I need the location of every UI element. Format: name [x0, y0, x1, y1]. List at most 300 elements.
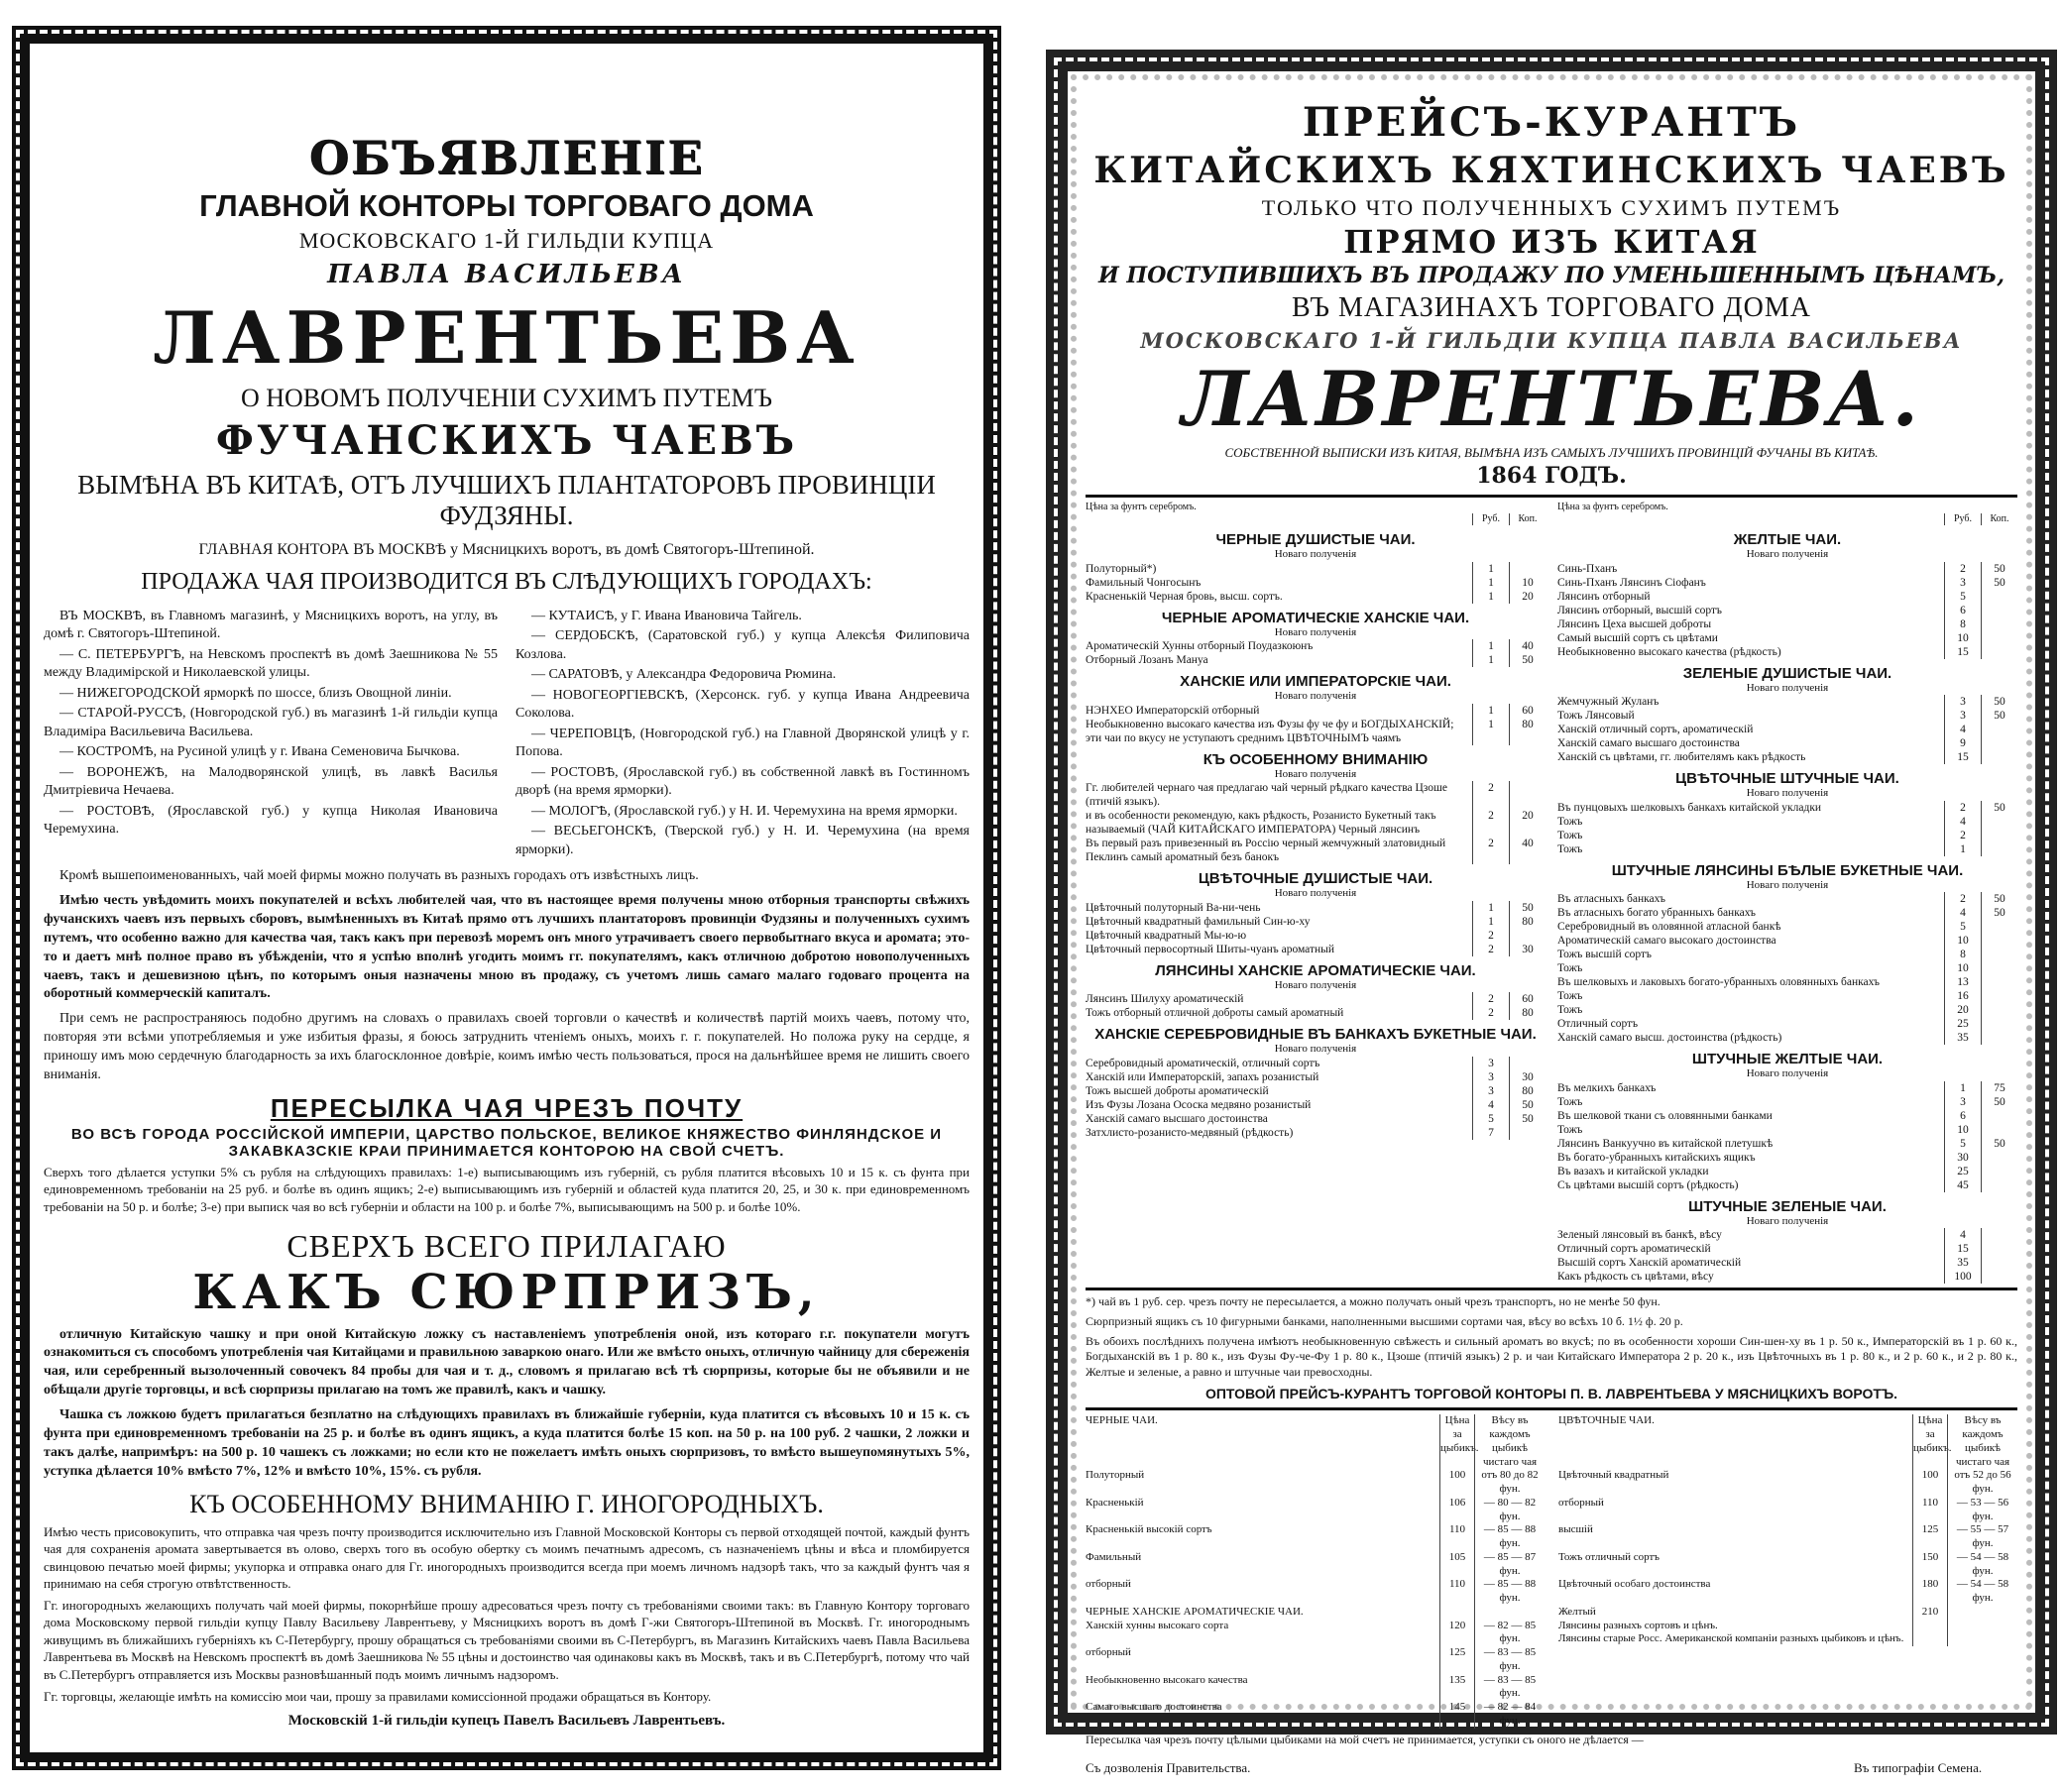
- price-row: [1086, 1084, 1546, 1098]
- city-entry: — ВЕСЬЕГОНСКѢ, (Тверской губ.) у Н. И. Черемухина (на время ярморки).: [516, 824, 970, 857]
- wholesale-price: [1439, 1606, 1474, 1620]
- price-rub: 6: [1944, 604, 1981, 617]
- wholesale-price: 120: [1439, 1620, 1474, 1647]
- price-item-name: Тожъ: [1557, 1123, 1583, 1136]
- price-rub: 7: [1472, 1126, 1509, 1140]
- city-entry: — КУТАИСѢ, у Г. Ивана Ивановича Тайгель.: [531, 609, 802, 623]
- shipping-subheading: ВО ВСѢ ГОРОДА РОССІЙСКОЙ ИМПЕРІИ, ЦАРСТВО ПОЛЬСКОЕ, ВЕЛИКОЕ КНЯЖЕСТВО ФИНЛЯНДСКОЕ И ЗАКАВКАЗСКІЕ КРАИ ПРИНИМАЕТСЯ КОНТОРОЮ НА СВОЙ СЧЕТЪ.: [70, 1125, 943, 1160]
- wholesale-price: 100: [1439, 1469, 1474, 1497]
- price-header-caption: [1086, 502, 1546, 513]
- wholesale-price: 150: [1912, 1551, 1947, 1579]
- wholesale-header: [1086, 1414, 1545, 1469]
- cities-list: [44, 608, 970, 861]
- price-item-name: Цвѣточный квадратный Мы-ю-ю: [1086, 929, 1247, 942]
- paragraph: Гг. иногородныхъ желающихъ получать чай моей фирмы, покорнѣйше прошу адресоваться чрезъ почту съ требованіями своими такъ: въ Главную Контору торговаго дома Московскому первой гильдіи купцу Павлу Васильеву Лаврентьеву, у Мясницкихъ воротъ въ домѣ Г-жи Святогоръ-Штепиной въ Москвѣ. Гг. иногороднымъ живущимъ въ ближайшихъ губерніяхъ къ С-Петербургу, прошу обращаться съ требованіями своими въ С-Петербургъ, въ Магазинъ Китайскихъ чаевъ Павла Васильева Лаврентьева въ Москвѣ на Невскомъ проспектѣ въ домѣ Заешникова № 55 цѣны и достоинство чая одинаковы какъ въ Москвѣ, такъ и въ С.Петербургѣ, потому что чай въ С.Петербургъ отправляется изъ Москвы разновѣшанный подъ моимъ личнымъ надзоромъ.: [44, 1597, 970, 1683]
- price-rub: 1: [1472, 639, 1509, 653]
- price-kop: [1509, 929, 1546, 943]
- wholesale-price: 145: [1439, 1701, 1474, 1729]
- price-row: [1557, 829, 2017, 842]
- price-row: [1086, 653, 1546, 667]
- city-entry: — РОСТОВѢ, (Ярославской губ.) у купца Николая Ивановича Черемухина.: [44, 803, 498, 838]
- price-section-title: ЖЕЛТЫЕ ЧАИ.: [1733, 531, 1842, 549]
- price-rub: 3: [1472, 1070, 1509, 1084]
- divider: [1086, 1407, 2017, 1410]
- price-rub: 2: [1944, 562, 1981, 576]
- wholesale-row: [1086, 1674, 1545, 1702]
- city-entry: — СТАРОЙ-РУССѢ, (Новгородской губ.) въ магазинѣ 1-й гильдіи купца Владиміра Васильевича Васильева.: [44, 706, 498, 739]
- price-section-title: ЧЕРНЫЕ ДУШИСТЫЕ ЧАИ.: [1215, 531, 1416, 549]
- price-row: [1557, 1095, 2017, 1109]
- price-kop: [1981, 975, 2017, 989]
- price-line: ВЪ МАГАЗИНАХЪ ТОРГОВАГО ДОМА: [1292, 292, 1811, 323]
- right-price-list: [1046, 50, 2057, 1746]
- price-row: [1086, 901, 1546, 915]
- surprise-heading: КАКЪ СЮРПРИЗЪ,: [192, 1264, 821, 1320]
- price-item-name: Тожъ: [1557, 1095, 1583, 1108]
- price-item-name: Ханскій самаго высш. достоинства (рѣдкость): [1557, 1032, 1782, 1045]
- price-rub: 15: [1944, 645, 1981, 659]
- price-item-name: Ханскій самаго высшаго достоинства: [1557, 737, 1740, 750]
- price-kop: [1509, 781, 1546, 809]
- price-rub: 35: [1944, 1256, 1981, 1270]
- price-row: [1557, 645, 2017, 659]
- price-section-subtitle: Новаго полученія: [1746, 681, 1829, 694]
- price-item-name: Тожъ: [1557, 815, 1583, 828]
- wholesale-right: [1558, 1414, 2017, 1728]
- price-kop: 20: [1509, 809, 1546, 837]
- price-header-rub: Руб.: [1944, 513, 1981, 525]
- price-row: [1557, 695, 2017, 709]
- price-section-title: ШТУЧНЫЕ ЖЕЛТЫЕ ЧАИ.: [1691, 1051, 1884, 1068]
- price-item-name: Гг. любителей чернаго чая предлагаю чай черный рѣдкаго качества Цзоше (птичій языкъ).: [1086, 782, 1447, 809]
- wholesale-item-name: отборный: [1086, 1646, 1131, 1659]
- paragraph: При семъ не распространяюсь подобно другимъ на словахъ о правилахъ своей торговли о качествѣ и количествѣ партій моихъ чаевъ, потому что, повторяя эти всѣми употребляемыя и уже избитыя фразы, я боюсь затруднить чтеніемъ оныхъ, моихъ г. г. покупателей. Но положа руку на сердце, я приношу имъ мою сердечную благодарность за ихъ благосклонное довѣріе, коимъ имѣю честь пользоваться, прося на дальнѣйшее время не лишить своего вниманія.: [44, 1011, 970, 1082]
- price-rub: 10: [1944, 934, 1981, 948]
- price-rub: 5: [1944, 1137, 1981, 1151]
- wholesale-weight: — 82 — 85 фун.: [1474, 1620, 1545, 1647]
- wholesale-row: [1086, 1620, 1545, 1647]
- cities-left-column: [44, 608, 498, 861]
- wholesale-row: [1086, 1551, 1545, 1579]
- paragraph: отличную Китайскую чашку и при оной Китайскую ложку съ наставленіемъ употребленія оной, изъ котораго г.г. покупатели могутъ ознакомиться съ способомъ употребленія чая Китайцами и правильною заваркою онаго. Или же вмѣсто оныхъ, отличную чайницу для сбереженія чая, или серебренный вызолоченный совочекъ 84 пробы для чая и т. д., словомъ я прилагаю всѣ тѣ сюрпризы, которые бы не объявили и не обѣщали другіе торговцы, и всѣ сюрпризы прилагаю на томъ же правилѣ, какъ и чашку.: [44, 1326, 970, 1399]
- price-item-name: Ханскій съ цвѣтами, гг. любителямъ какъ рѣдкость: [1557, 751, 1806, 764]
- price-kop: [1981, 989, 2017, 1003]
- price-kop: [1981, 815, 2017, 829]
- price-rub: 35: [1944, 1031, 1981, 1045]
- price-kop: 50: [1981, 695, 2017, 709]
- price-kop: [1981, 590, 2017, 604]
- price-rub: 10: [1944, 961, 1981, 975]
- city-entry: — САРАТОВѢ, у Александра Федоровича Рюмина.: [531, 667, 837, 683]
- wholesale-weight: — 83 — 85 фун.: [1474, 1646, 1545, 1674]
- price-row: [1557, 815, 2017, 829]
- price-row: [1086, 837, 1546, 864]
- price-row: [1557, 1081, 2017, 1095]
- wholesale-row: [1086, 1578, 1545, 1606]
- price-rub: 4: [1944, 1228, 1981, 1242]
- price-kop: 40: [1509, 639, 1546, 653]
- price-kop: [1981, 604, 2017, 617]
- paragraph: Имѣю честь увѣдомить моихъ покупателей и всѣхъ любителей чая, что въ настоящее время получены мною отборныя транспорты свѣжихъ фучанскихъ чаевъ изъ первыхъ сборовъ, вымѣненныхъ въ Китаѣ прямо отъ лучшихъ плантаторовъ провинціи Фудзяны и полученныхъ сухимъ путемъ, что особенно важно для качества чая, такъ какъ при перевозѣ моремъ онъ много утрачиваетъ своего первобытнаго вкуса и аромата; это-то и даетъ мнѣ полное право въ убѣжденіи, что я успѣю вполнѣ угодить моимъ гг. покупателямъ, какъ отличною добротою новополученныхъ чаевъ, такъ и дешевизною цѣнъ, по которымъ оныя назначены мною въ продажу, съ учетомъ лишь самаго малаго годоваго процента на оборотный коммерческій капиталъ.: [44, 892, 970, 1002]
- price-kop: [1981, 645, 2017, 659]
- wholesale-price: 210: [1912, 1606, 1947, 1620]
- price-item-name: Тожъ высшей доброты ароматическій: [1086, 1084, 1269, 1097]
- wholesale-header: [1558, 1414, 2017, 1469]
- price-row: [1557, 1256, 2017, 1270]
- price-item-name: Отличный сортъ: [1557, 1018, 1639, 1031]
- wholesale-price: 125: [1912, 1523, 1947, 1551]
- price-row: [1086, 576, 1546, 590]
- paragraph: Кромѣ вышепоименованныхъ, чай моей фирмы можно получать въ разныхъ городахъ отъ извѣстныхъ лицъ.: [59, 868, 699, 884]
- price-rub: 4: [1944, 723, 1981, 736]
- wholesale-title: ОПТОВОЙ ПРЕЙСЪ-КУРАНТЪ ТОРГОВОЙ КОНТОРЫ П. В. ЛАВРЕНТЬЕВА У МЯСНИЦКИХЪ ВОРОТЪ.: [1204, 1386, 1898, 1402]
- price-item-name: Лянсинъ Ванкуучно въ китайской плетушкѣ: [1557, 1137, 1774, 1150]
- price-section-subtitle: Новаго полученія: [1746, 1067, 1829, 1080]
- price-row: [1557, 709, 2017, 723]
- price-section-subtitle: Новаго полученія: [1746, 787, 1829, 800]
- price-kop: [1981, 1151, 2017, 1165]
- city-entry: — СЕРДОБСКѢ, (Саратовской губ.) у купца Алексѣя Филиповича Козлова.: [516, 628, 970, 662]
- price-row: [1086, 809, 1546, 837]
- wholesale-item-name: Цвѣточный квадратный: [1558, 1469, 1669, 1482]
- wholesale-row: [1558, 1551, 2017, 1579]
- wholesale-price: 180: [1912, 1578, 1947, 1606]
- price-kop: [1981, 1165, 2017, 1178]
- price-line: МОСКОВСКАГО 1-Й ГИЛЬДІИ КУПЦА ПАВЛА ВАСИЛЬЕВА: [1140, 328, 1963, 353]
- price-item-name: Въ атласныхъ богато убранныхъ банкахъ: [1557, 907, 1756, 920]
- wholesale-row: [1558, 1469, 2017, 1497]
- surprise-heading-top: СВЕРХЪ ВСЕГО ПРИЛАГАЮ: [286, 1227, 727, 1264]
- price-kop: 50: [1509, 1098, 1546, 1112]
- price-item-name: Тожъ: [1557, 842, 1583, 855]
- city-entry: — ВОРОНЕЖѢ, на Малодворянской улицѣ, въ лавкѣ Василья Дмитріевича Нечаева.: [44, 764, 498, 799]
- price-row: [1086, 1112, 1546, 1126]
- price-kop: 40: [1509, 837, 1546, 864]
- price-line: ТОЛЬКО ЧТО ПОЛУЧЕННЫХЪ СУХИМЪ ПУТЕМЪ: [1261, 195, 1842, 220]
- price-item-name: Зеленый лянсовый въ банкѣ, вѣсу: [1557, 1229, 1722, 1242]
- city-entry: — МОЛОГѢ, (Ярославской губ.) у Н. И. Черемухина на время ярморки.: [531, 803, 958, 819]
- price-rub: 2: [1944, 801, 1981, 815]
- wholesale-row: [1086, 1469, 1545, 1497]
- wholesale-weight: — 85 — 88 фун.: [1474, 1523, 1545, 1551]
- price-column-right: [1557, 502, 2017, 1284]
- price-kop: 80: [1509, 1006, 1546, 1020]
- price-section-subtitle: Новаго полученія: [1274, 1043, 1357, 1056]
- ad-origin: ВЫМѢНА ВЪ КИТАѢ, ОТЪ ЛУЧШИХЪ ПЛАНТАТОРОВЪ ПРОВИНЦІИ ФУДЗЯНЫ.: [77, 470, 936, 530]
- price-header-kop: Коп.: [1509, 513, 1546, 525]
- price-row: [1557, 1151, 2017, 1165]
- price-rub: 1: [1944, 1081, 1981, 1095]
- price-row: [1557, 631, 2017, 645]
- footer-censor: Съ дозволенія Правительства.: [1086, 1760, 1251, 1775]
- price-kop: [1981, 961, 2017, 975]
- wholesale-price: 106: [1439, 1497, 1474, 1524]
- ad-merchant-line: МОСКОВСКАГО 1-Й ГИЛЬДІИ КУПЦА: [298, 228, 715, 253]
- price-kop: 80: [1509, 1084, 1546, 1098]
- wholesale-price: 100: [1912, 1469, 1947, 1497]
- wholesale-weight: [1947, 1632, 2017, 1646]
- wholesale-weight: — 82 — 84 фун.: [1474, 1701, 1545, 1729]
- price-item-name: Въ богато-убранныхъ китайскихъ ящикъ: [1557, 1151, 1756, 1164]
- ad-news-line: О НОВОМЪ ПОЛУЧЕНІИ СУХИМЪ ПУТЕМЪ: [240, 384, 773, 412]
- price-row: [1557, 1178, 2017, 1192]
- price-row: [1557, 736, 2017, 750]
- price-rub: 20: [1944, 1003, 1981, 1017]
- price-rub: 30: [1944, 1151, 1981, 1165]
- price-line: ПРЯМО ИЗЪ КИТАЯ: [1343, 223, 1760, 261]
- price-rub: 15: [1944, 750, 1981, 764]
- price-row: [1086, 1057, 1546, 1070]
- price-kop: [1981, 1256, 2017, 1270]
- price-row: [1086, 562, 1546, 576]
- price-item-name: Изъ Фузы Лозана Ососка медвяно розанистый: [1086, 1098, 1312, 1111]
- price-item-name: НЭНХЕО Императорскій отборный: [1086, 704, 1260, 717]
- wholesale-item-name: высшій: [1558, 1523, 1593, 1536]
- shipping-heading: ПЕРЕСЫЛКА ЧАЯ ЧРЕЗЪ ПОЧТУ: [270, 1092, 744, 1123]
- price-item-name: Ханскій самаго высшаго достоинства: [1086, 1112, 1268, 1125]
- wholesale-weight: отъ 80 до 82 фун.: [1474, 1469, 1545, 1497]
- price-kop: 60: [1509, 992, 1546, 1006]
- price-item-name: Тожъ: [1557, 829, 1583, 841]
- price-rub: 2: [1472, 992, 1509, 1006]
- wholesale-header-price: Цѣна за цыбикъ.: [1912, 1414, 1947, 1469]
- wholesale-item-name: отборный: [1086, 1578, 1131, 1591]
- wholesale-item-name: Полуторный: [1086, 1469, 1145, 1482]
- price-kop: 75: [1981, 1081, 2017, 1095]
- wholesale-item-name: отборный: [1558, 1496, 1604, 1509]
- price-item-name: Въ первый разъ привезенный въ Россію черный жемчужный златовидный Пеклинъ самый ароматный безъ банокъ: [1086, 838, 1446, 864]
- price-rub: 2: [1472, 837, 1509, 864]
- price-item-name: Ханскій отличный сортъ, ароматическій: [1557, 724, 1754, 736]
- price-kop: 20: [1509, 590, 1546, 604]
- price-kop: [1981, 1109, 2017, 1123]
- price-row: [1086, 718, 1546, 745]
- price-row: [1557, 590, 2017, 604]
- price-row: [1086, 639, 1546, 653]
- city-entry: — ЧЕРЕПОВЦѢ, (Новгородской губ.) на Главной Дворянской улицѣ у г. Попова.: [516, 726, 970, 760]
- price-kop: 50: [1509, 1112, 1546, 1126]
- ad-cities-heading: ПРОДАЖА ЧАЯ ПРОИЗВОДИТСЯ ВЪ СЛѢДУЮЩИХЪ ГОРОДАХЪ:: [141, 569, 872, 595]
- wholesale-price: 135: [1439, 1674, 1474, 1702]
- wholesale-item-name: Цвѣточный особаго достоинства: [1558, 1578, 1711, 1591]
- wholesale-item-name: Лянсины разныхъ сортовъ и цѣнъ.: [1558, 1619, 1718, 1631]
- price-column-header: [1557, 513, 2017, 525]
- price-row: [1557, 750, 2017, 764]
- price-section-title: ЦВѢТОЧНЫЕ ШТУЧНЫЕ ЧАИ.: [1675, 770, 1899, 788]
- price-item-name: Въ мелкихъ банкахъ: [1557, 1081, 1657, 1094]
- wholesale-tables: [1086, 1414, 2017, 1728]
- price-kop: 50: [1981, 906, 2017, 920]
- price-section-title: ЦВѢТОЧНЫЕ ДУШИСТЫЕ ЧАИ.: [1198, 870, 1433, 888]
- price-rub: 10: [1944, 1123, 1981, 1137]
- price-item-name: Лянсинъ отборный: [1557, 590, 1651, 603]
- cities-right-column: [516, 608, 970, 861]
- price-item-name: Тожъ: [1557, 962, 1583, 975]
- price-item-name: Серебровидный въ оловянной атласной банкѣ: [1557, 921, 1781, 934]
- price-kop: 30: [1509, 943, 1546, 956]
- price-section-subtitle: Новаго полученія: [1274, 978, 1357, 991]
- ad-subtitle: ГЛАВНОЙ КОНТОРЫ ТОРГОВАГО ДОМА: [199, 188, 814, 223]
- price-kop: [1981, 920, 2017, 934]
- wholesale-weight: — 53 — 56 фун.: [1947, 1497, 2017, 1524]
- price-kop: [1981, 617, 2017, 631]
- price-kop: [1509, 1126, 1546, 1140]
- wholesale-price: 125: [1439, 1646, 1474, 1674]
- wholesale-price: [1912, 1632, 1947, 1646]
- wholesale-header-weight: Вѣсу въ каждомъ цыбикѣ чистаго чая: [1947, 1414, 2017, 1469]
- wholesale-weight: — 54 — 58 фун.: [1947, 1551, 2017, 1579]
- wholesale-section-title: ЧЕРНЫЕ ЧАИ.: [1086, 1414, 1158, 1427]
- price-kop: [1509, 1057, 1546, 1070]
- price-item-name: Фамильный Чонгосынъ: [1086, 576, 1202, 589]
- price-section-subtitle: Новаго полученія: [1274, 625, 1357, 638]
- price-item-name: Тожъ отборный отличной доброты самый ароматный: [1086, 1007, 1344, 1020]
- city-entry: ВЪ МОСКВѢ, въ Главномъ магазинѣ, у Мясницкихъ воротъ, на углу, въ домѣ г. Святогоръ-Штепиной.: [44, 609, 498, 642]
- price-section-subtitle: Новаго полученія: [1274, 690, 1357, 703]
- paragraph: Имѣю честь присовокупить, что отправка чая чрезъ почту производится исключительно изъ Главной Московской Конторы съ первой отходящей почтой, каждый фунтъ чая для сохраненія аромата завертывается въ олово, сверхъ того въ особую обертку съ моимъ печатнымъ адресомъ, съ назначеніемъ цѣны и вѣса и пломбируется свинцовою печатью моей фирмы; укупорка и отправка онаго для Гг. иногородныхъ производится всегда при моемъ личномъ надзорѣ такъ, что за каждый фунтъ чая я принимаю на себя строгую отвѣтственность.: [44, 1523, 970, 1592]
- price-row: [1557, 1242, 2017, 1256]
- price-row: [1557, 1228, 2017, 1242]
- price-title: ПРЕЙСЪ-КУРАНТЪ: [1302, 99, 1801, 146]
- wholesale-header-weight: Вѣсу въ каждомъ цыбикѣ чистаго чая: [1474, 1414, 1545, 1469]
- price-kop: [1981, 829, 2017, 842]
- price-item-name: Лянсинъ Шилуху ароматическій: [1086, 993, 1244, 1006]
- price-rub: 1: [1472, 704, 1509, 718]
- price-item-name: Тожъ высшій сортъ: [1557, 949, 1653, 961]
- price-rub: 3: [1944, 1095, 1981, 1109]
- price-rub: 2: [1944, 829, 1981, 842]
- wholesale-row: [1086, 1606, 1545, 1620]
- price-kop: [1981, 1031, 2017, 1045]
- price-item-name: Ароматическій Хунны отборный Поудазкоюнъ: [1086, 640, 1314, 653]
- price-item-name: Серебровидный ароматическій, отличный сортъ: [1086, 1057, 1320, 1069]
- wholesale-row: [1558, 1606, 2017, 1620]
- price-kop: 50: [1509, 901, 1546, 915]
- price-rub: 5: [1944, 590, 1981, 604]
- price-rub: 4: [1944, 815, 1981, 829]
- price-section-title: ХАНСКІЕ ИЛИ ИМПЕРАТОРСКІЕ ЧАИ.: [1180, 673, 1451, 691]
- price-rub: 5: [1472, 1112, 1509, 1126]
- price-row: [1086, 929, 1546, 943]
- price-rub: 1: [1472, 718, 1509, 745]
- price-kop: 50: [1981, 709, 2017, 723]
- attention-heading: КЪ ОСОБЕННОМУ ВНИМАНІЮ Г. ИНОГОРОДНЫХЪ.: [189, 1489, 824, 1518]
- price-section-subtitle: Новаго полученія: [1274, 887, 1357, 900]
- price-section-title: ЗЕЛЕНЫЕ ДУШИСТЫЕ ЧАИ.: [1682, 664, 1892, 682]
- price-item-name: Отборный Лозанъ Мануа: [1086, 654, 1208, 667]
- price-section-title: КЪ ОСОБЕННОМУ ВНИМАНІЮ: [1203, 750, 1429, 768]
- price-kop: [1981, 736, 2017, 750]
- price-kop: 50: [1981, 892, 2017, 906]
- wholesale-item-name: Желтый: [1558, 1605, 1596, 1618]
- wholesale-weight: — 80 — 82 фун.: [1474, 1497, 1545, 1524]
- wholesale-weight: [1947, 1620, 2017, 1633]
- wholesale-item-name: Самаго высшаго достоинства: [1086, 1701, 1222, 1714]
- wholesale-price: 110: [1439, 1523, 1474, 1551]
- price-row: [1557, 961, 2017, 975]
- price-row: [1557, 1165, 2017, 1178]
- price-kop: [1981, 1178, 2017, 1192]
- price-item-name: Ароматическій самаго высокаго достоинства: [1557, 935, 1776, 948]
- price-rub: 4: [1944, 906, 1981, 920]
- price-item-name: Тожъ: [1557, 990, 1583, 1003]
- price-kop: [1981, 1242, 2017, 1256]
- price-rub: 1: [1472, 901, 1509, 915]
- price-kop: [1981, 1003, 2017, 1017]
- paragraph: Чашка съ ложкою будетъ прилагаться безплатно на слѣдующихъ правилахъ въ ближайшіе губерніи, куда платится съ вѣсовыхъ 10 и 15 к. съ фунта при единовременномъ требованіи на 25 р. и болѣе въ одинъ ящикъ, а куда платится болѣе 15 коп. на 50 р. на 100 руб. 2 чашки, 2 ложки и такъ далѣе, напримѣръ: на 500 р. 10 чашекъ съ ложками; но если кто не пожелаетъ имѣть оныхъ сюрпризовъ, то вмѣсто вышеупомянутыхъ 5%, уступка дѣлается 10% вмѣсто 7%, 12% и вмѣсто 10%, 15%. съ рубля.: [44, 1407, 970, 1479]
- divider: [1086, 495, 2017, 498]
- price-header-label: Цѣна за фунтъ серебромъ.: [1557, 502, 1668, 512]
- wholesale-item-name: Фамильный: [1086, 1550, 1142, 1563]
- price-item-name: Ханскій или Императорскій, запахъ розанистый: [1086, 1070, 1319, 1083]
- wholesale-item-name: Необыкновенно высокаго качества: [1086, 1673, 1248, 1686]
- price-section-title: ЧЕРНЫЕ АРОМАТИЧЕСКІЕ ХАНСКІЕ ЧАИ.: [1161, 609, 1470, 626]
- price-item-name: Отличный сортъ ароматическій: [1557, 1243, 1711, 1256]
- price-row: [1086, 915, 1546, 929]
- price-row: [1557, 617, 2017, 631]
- price-rub: 8: [1944, 617, 1981, 631]
- wholesale-footnote: Пересылка чая чрезъ почту цѣлыми цыбиками на мой счетъ не принимается, уступки съ оного не дѣлается —: [1086, 1732, 1644, 1746]
- price-item-name: Самый высшій сортъ съ цвѣтами: [1557, 631, 1718, 644]
- note: *) чай въ 1 руб. сер. чрезъ почту не пересылается, а можно получать оный чрезъ транспортъ, но не менѣе 50 фун.: [1086, 1294, 1661, 1309]
- price-row: [1557, 934, 2017, 948]
- city-entry: — НОВОГЕОРГІЕВСКѢ, (Херсонск. губ. у купца Ивана Андреевича Соколова.: [516, 687, 970, 722]
- price-item-name: Необыкновенно высокаго качества (рѣдкость): [1557, 645, 1781, 658]
- price-rub: 3: [1944, 709, 1981, 723]
- shipping-text: Сверхъ того дѣлается уступки 5% съ рубля на слѣдующихъ правилахъ: 1-е) выписывающимъ изъ губерній, съ рубля платится вѣсовыхъ 10 и 15 к. съ фунта при единовременномъ требованіи на 25 руб. и болѣе въ одинъ ящикъ; 2-е) выписывающимъ изъ губерній и областей куда платится 20, 25, и 30 к. при единовременномъ требованіи на 50 р. и болѣе; 3-е) при выписк чая во всѣ губерніи и области на 100 р. и болѣе 7%, выписывающимъ на 500 р. и болѣе 10%.: [44, 1164, 970, 1214]
- ad-tea-name: ФУЧАНСКИХЪ ЧАЕВЪ: [215, 417, 798, 464]
- price-row: [1557, 723, 2017, 736]
- price-kop: 50: [1981, 562, 2017, 576]
- price-row: [1557, 1123, 2017, 1137]
- price-row: [1557, 604, 2017, 617]
- wholesale-row: [1086, 1523, 1545, 1551]
- price-header-kop: Коп.: [1981, 513, 2017, 525]
- price-rub: 2: [1472, 809, 1509, 837]
- price-subtitle: КИТАЙСКИХЪ КЯХТИНСКИХЪ ЧАЕВЪ: [1093, 150, 2009, 191]
- price-kop: [1509, 562, 1546, 576]
- price-year: 1864 ГОДЪ.: [1476, 463, 1627, 489]
- wholesale-row: [1086, 1497, 1545, 1524]
- wholesale-item-name: Лянсины старые Росс. Американской компаніи разныхъ цыбиковъ и цѣнъ.: [1558, 1632, 1904, 1645]
- price-section-subtitle: Новаго полученія: [1746, 1214, 1829, 1227]
- price-rub: 25: [1944, 1017, 1981, 1031]
- price-item-name: Тожъ Лянсовый: [1557, 710, 1635, 723]
- city-entry: — РОСТОВѢ, (Ярославской губ.) въ собственной лавкѣ въ Гостинномъ дворѣ (на время ярморки).: [516, 764, 970, 799]
- price-kop: 60: [1509, 704, 1546, 718]
- price-rub: 1: [1944, 842, 1981, 856]
- price-row: [1557, 920, 2017, 934]
- wholesale-row: [1558, 1497, 2017, 1524]
- price-row: [1557, 1003, 2017, 1017]
- wholesale-weight: — 54 — 58 фун.: [1947, 1578, 2017, 1606]
- wholesale-weight: отъ 52 до 56 фун.: [1947, 1469, 2017, 1497]
- price-item-name: Необыкновенно высокаго качества изъ Фузы фу че фу и БОГДЫХАНСКІЙ; эти чаи по вкусу не уступаютъ среднимъ ЦВѢТОЧНЫМЪ чаямъ: [1086, 718, 1454, 744]
- price-kop: [1981, 1123, 2017, 1137]
- wholesale-row: [1558, 1578, 2017, 1606]
- price-section-title: ЛЯНСИНЫ ХАНСКІЕ АРОМАТИЧЕСКІЕ ЧАИ.: [1155, 961, 1476, 979]
- wholesale-row: [1086, 1646, 1545, 1674]
- price-row: [1086, 1006, 1546, 1020]
- wholesale-row: [1558, 1632, 2017, 1646]
- price-row: [1557, 975, 2017, 989]
- price-rub: 9: [1944, 736, 1981, 750]
- price-item-name: Затхлисто-розанисто-медвяный (рѣдкость): [1086, 1126, 1294, 1139]
- price-item-name: Красненькій Черная бровь, высш. сортъ.: [1086, 590, 1283, 603]
- divider: [1086, 1288, 2017, 1290]
- price-rub: 15: [1944, 1242, 1981, 1256]
- price-row: [1086, 590, 1546, 604]
